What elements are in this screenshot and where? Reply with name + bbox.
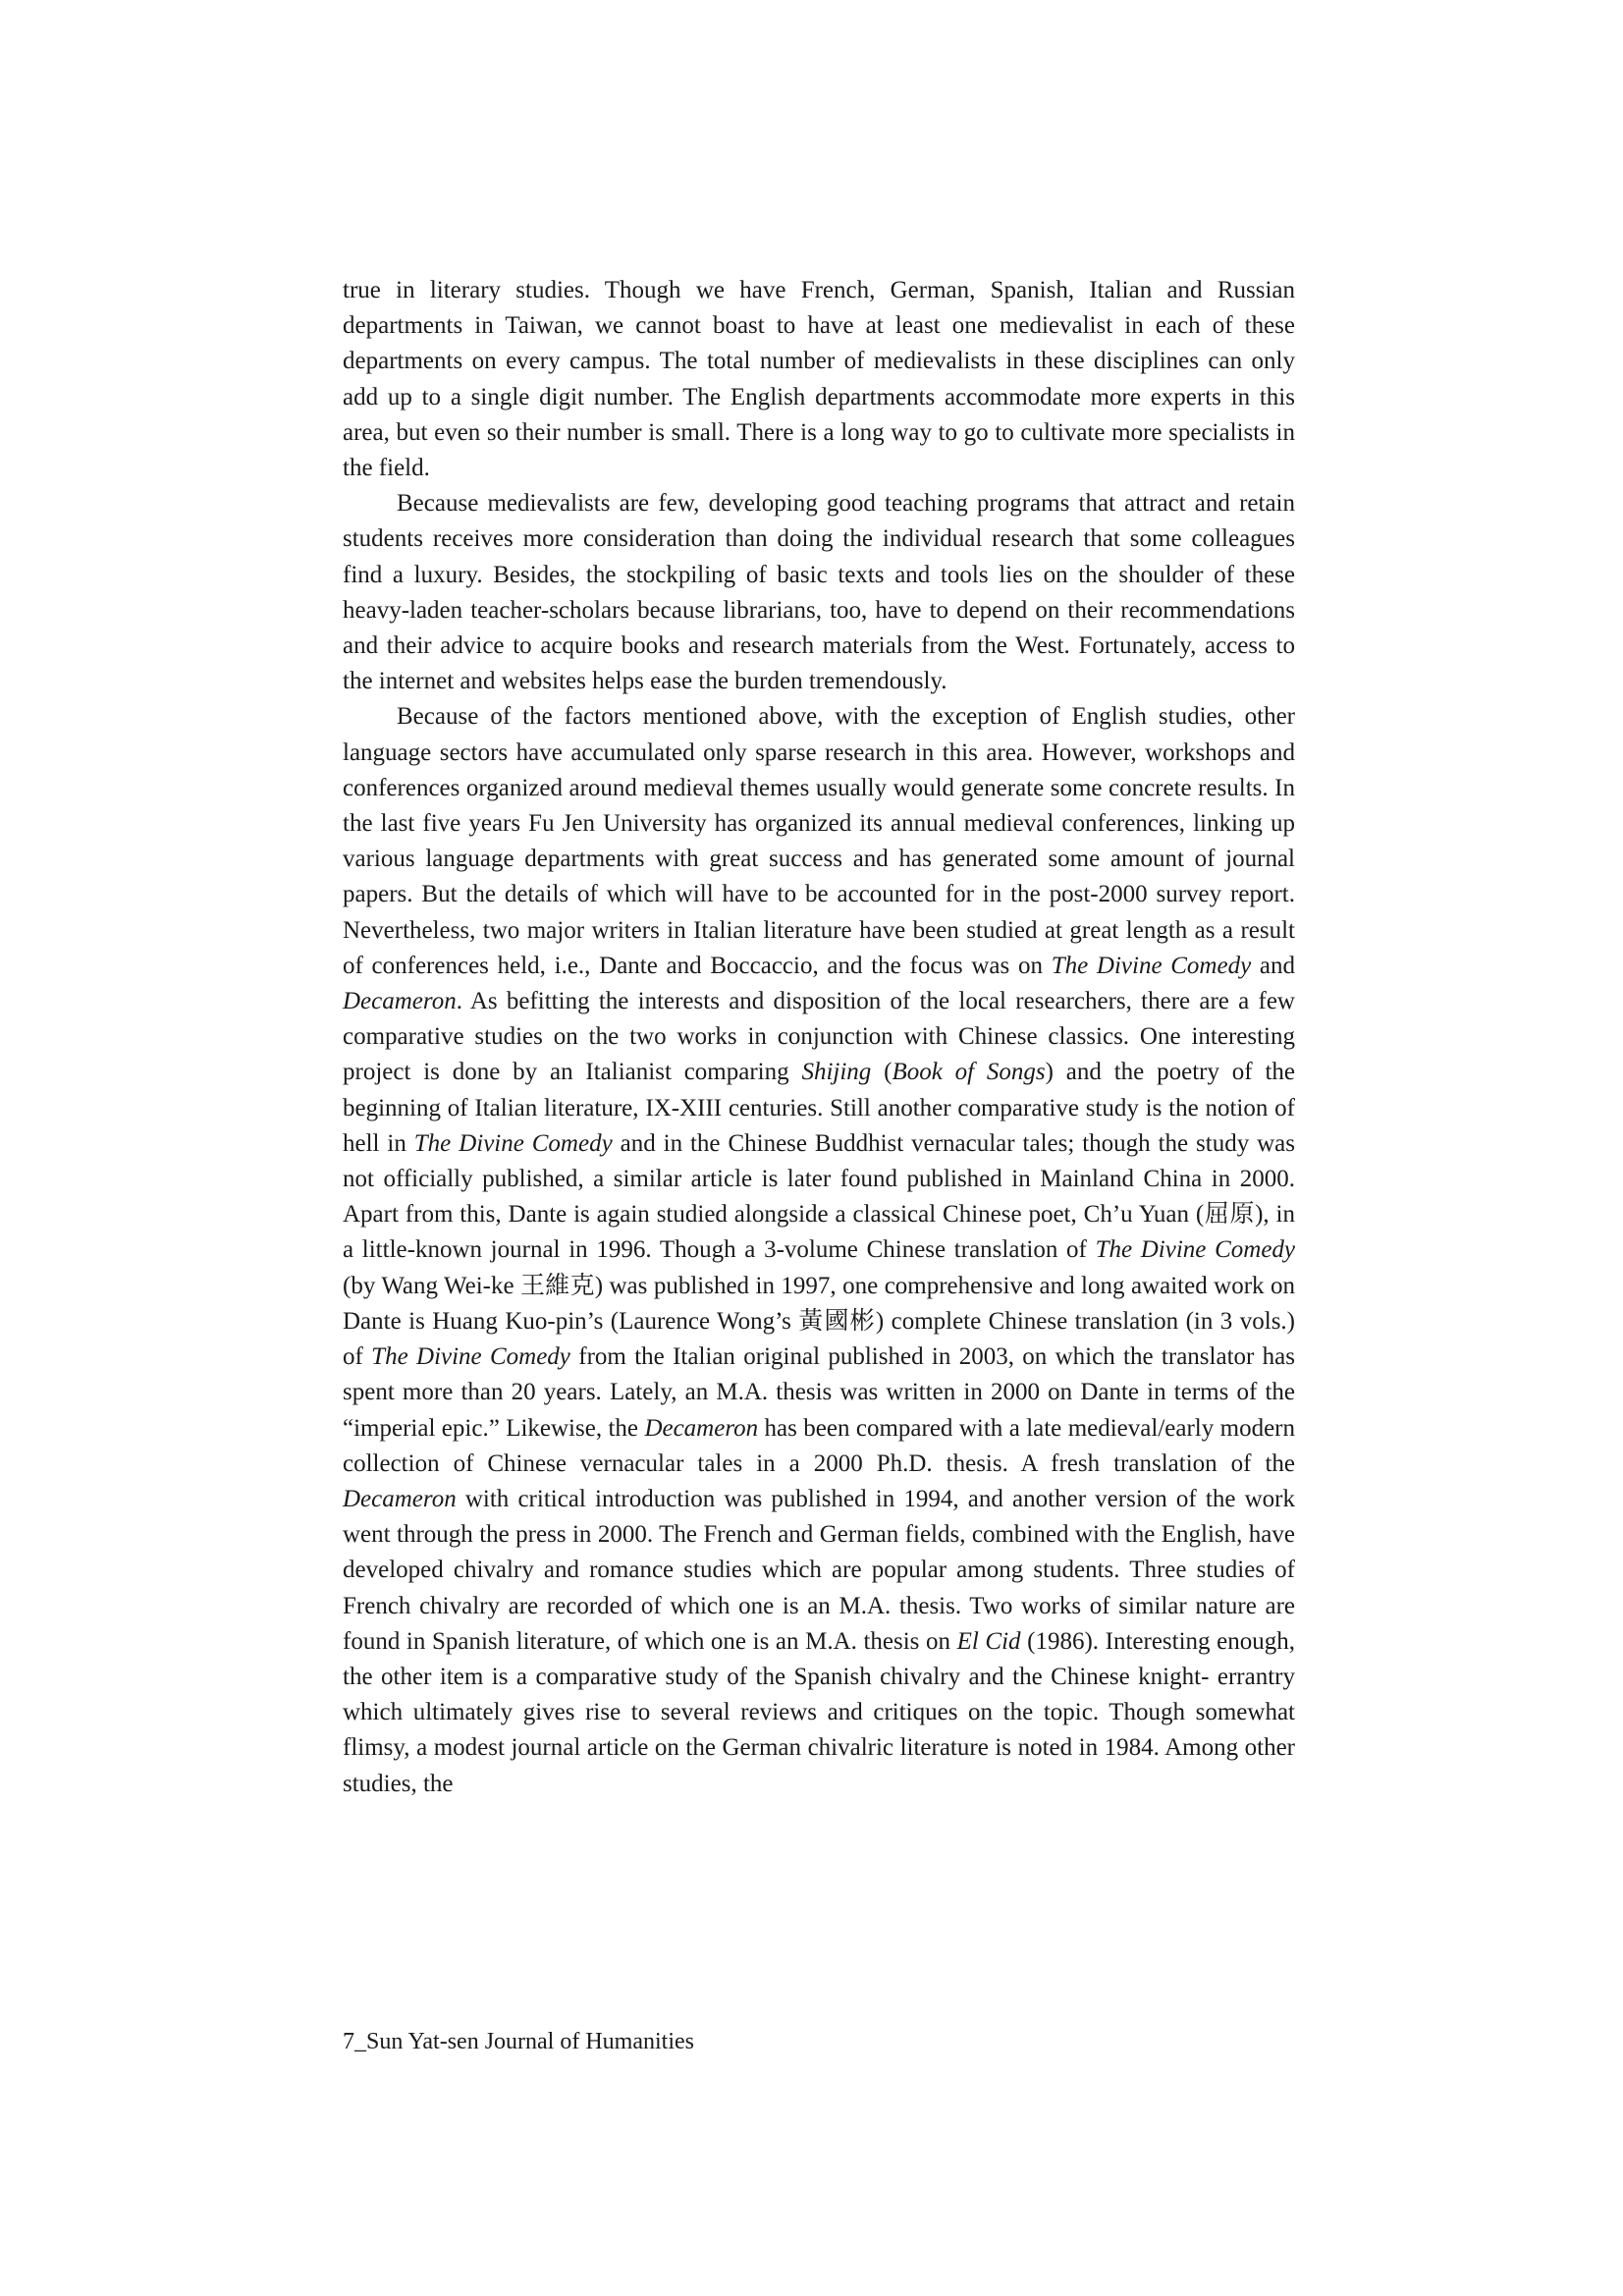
paragraph-2-text: Because medievalists are few, developing good teaching programs that attract and retain students receives more consideration than doing the individual research that some colleagues find a luxury. Besides, the stockpiling of basic texts and tools lies on the shoulder of these heavy-laden teacher-scholars because librarians, too, have to depend on their recommendations and their advice to acquire books and research materials from the West. Fortunately, access to the internet and websites helps ease the burden tremendously. [343,490,1295,695]
page-footer [343,2027,694,2056]
paragraph-2 [343,486,1295,699]
paragraph-3-text-10: with critical introduction was published in 1994, and another version of the work went through the press in 2000. The French and German fields, combined with the English, have developed chivalry and romance studies which are popular among students. Three studies of French chivalry are recorded of which one is an M.A. thesis. Two works of similar nature are found in Spanish literature, of which one is an M.A. thesis on [343,1485,1295,1655]
title-divine-comedy: The Divine Comedy [1095,1236,1296,1264]
paragraph-3-text-3: . As befitting the interests and disposition of the local researchers, there are a few comparative studies on the two works in conjunction with Chinese classics. One interesting project is done by an Italianist comparing [343,988,1295,1086]
page-body [343,273,1295,1802]
title-decameron: Decameron [343,988,457,1015]
paragraph-3 [343,699,1295,1801]
paragraph-3-text-6: and in the Chinese Buddhist vernacular tales; though the study was not officially published, a similar article is later found published in Mainland China in 2000. Apart from this, Dante is again studied alongside a classical Chinese poet, Ch’u Yuan (屈原), in a little-known journal in 1996. Though a 3-volume Chinese translation of [343,1129,1296,1264]
paragraph-1 [343,273,1295,486]
paragraph-3-text-2: and [1251,952,1296,979]
paragraph-3-text-11: (1986). Interesting enough, the other item is a comparative study of the Spanish chivalry and the Chinese knight- errantry which ultimately gives rise to several reviews and critiques on the topic. Though somewhat flimsy, a modest journal article on the German chivalric literature is noted in 1984. Among other studies, the [343,1627,1295,1797]
title-decameron: Decameron [343,1485,457,1512]
footer-text: 7_Sun Yat-sen Journal of Humanities [343,2029,694,2054]
title-el-cid: El Cid [956,1627,1021,1655]
paragraph-3-text-1: Because of the factors mentioned above, with the exception of English studies, other language sectors have accumulated only sparse research in this area. However, workshops and conferences organized around medieval themes usually would generate some concrete results. In the last five years Fu Jen University has organized its annual medieval conferences, linking up various language departments with great success and has generated some amount of journal papers. But the details of which will have to be accounted for in the post-2000 survey report. Nevertheless, two major writers in Italian literature have been studied at great length as a result of conferences held, i.e., Dante and Boccaccio, and the focus was on [343,703,1295,979]
title-divine-comedy: The Divine Comedy [371,1343,570,1371]
paragraph-3-text-7: (by Wang Wei-ke 王維克) was published in 1997, one comprehensive and long awaited work on Dante is Huang Kuo-pin’s (Laurence Wong’s 黃國彬) complete Chinese translation (in 3 vols.) of [343,1272,1295,1371]
paragraph-3-text-9: has been compared with a late medieval/early modern collection of Chinese vernacular tales in a 2000 Ph.D. thesis. A fresh translation of the [343,1414,1295,1477]
paragraph-3-text-5: ) and the poetry of the beginning of Italian literature, IX-XIII centuries. Still another comparative study is the notion of hell in [343,1059,1295,1157]
title-divine-comedy: The Divine Comedy [1051,952,1252,979]
paragraph-3-text-8: from the Italian original published in 2003, on which the translator has spent more than 20 years. Lately, an M.A. thesis was written in 2000 on Dante in terms of the “imperial epic.” Likewise, the [343,1343,1296,1442]
title-shijing: Shijing [801,1059,872,1086]
paragraph-3-text-4: ( [871,1059,893,1086]
paragraph-1-text: true in literary studies. Though we have French, German, Spanish, Italian and Russian departments in Taiwan, we cannot boast to have at least one medievalist in each of these departments on every campus. The total number of medievalists in these disciplines can only add up to a single digit number. The English departments accommodate more experts in this area, but even so their number is small. There is a long way to go to cultivate more specialists in the field. [343,277,1295,482]
title-divine-comedy: The Divine Comedy [413,1129,613,1157]
title-book-of-songs: Book of Songs [892,1059,1046,1086]
title-decameron: Decameron [644,1414,759,1442]
